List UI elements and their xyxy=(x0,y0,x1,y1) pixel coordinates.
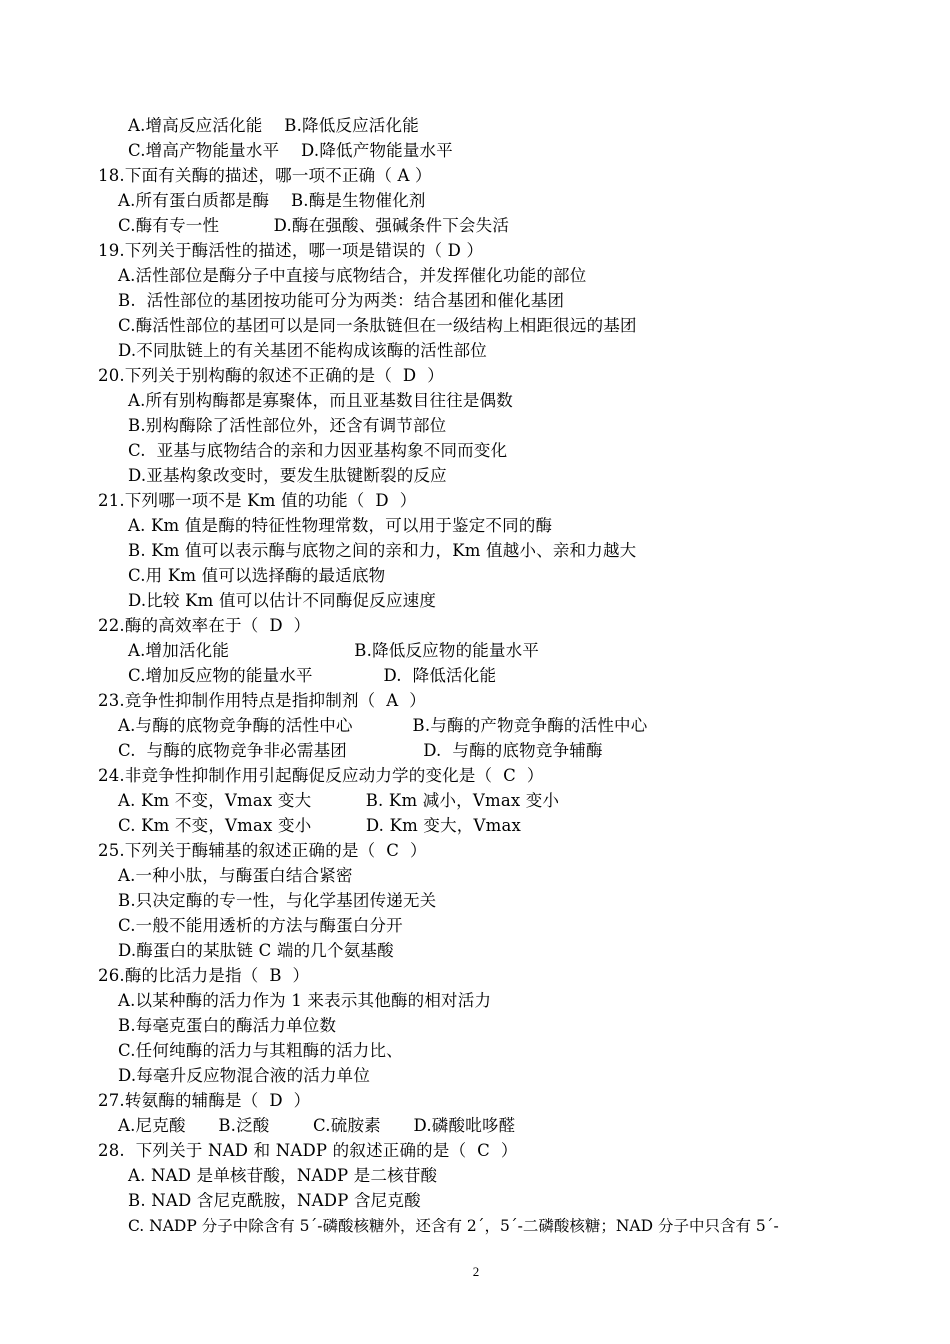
question-line: 19.下列关于酶活性的描述，哪一项是错误的（ D ） xyxy=(98,241,484,260)
option-line: D.亚基构象改变时，要发生肽键断裂的反应 xyxy=(128,466,447,485)
option-line: A.以某种酶的活力作为 1 来表示其他酶的相对活力 xyxy=(118,991,492,1010)
option-line: C. 亚基与底物结合的亲和力因亚基构象不同而变化 xyxy=(128,441,508,460)
option-line: C.增高产物能量水平 D.降低产物能量水平 xyxy=(128,141,453,160)
option-line: A.一种小肽，与酶蛋白结合紧密 xyxy=(118,866,353,885)
option-line: C.一般不能用透析的方法与酶蛋白分开 xyxy=(118,916,403,935)
question-line: 22.酶的高效率在于（ D ） xyxy=(98,616,311,635)
option-line: B. NAD 含尼克酰胺，NADP 含尼克酸 xyxy=(128,1191,421,1210)
option-line: A. NAD 是单核苷酸，NADP 是二核苷酸 xyxy=(128,1166,438,1185)
option-line: D.每毫升反应物混合液的活力单位 xyxy=(118,1066,371,1085)
option-line: D.比较 Km 值可以估计不同酶促反应速度 xyxy=(128,591,437,610)
page-number: 2 xyxy=(472,1264,480,1279)
option-line: C.任何纯酶的活力与其粗酶的活力比、 xyxy=(118,1041,403,1060)
option-line: C.增加反应物的能量水平 D. 降低活化能 xyxy=(128,666,497,685)
question-line: 24.非竞争性抑制作用引起酶促反应动力学的变化是（ C ） xyxy=(98,766,544,785)
question-line: 23.竞争性抑制作用特点是指抑制剂（ A ） xyxy=(98,691,426,710)
option-line: A.增加活化能 B.降低反应物的能量水平 xyxy=(128,641,540,660)
option-line: C. Km 不变，Vmax 变小 D. Km 变大，Vmax xyxy=(118,816,521,835)
question-line: 21.下列哪一项不是 Km 值的功能（ D ） xyxy=(98,491,417,510)
option-line: D.酶蛋白的某肽链 C 端的几个氨基酸 xyxy=(118,941,394,960)
option-line: A.增高反应活化能 B.降低反应活化能 xyxy=(128,116,419,135)
question-line: 20.下列关于别构酶的叙述不正确的是（ D ） xyxy=(98,366,444,385)
option-line: B.每毫克蛋白的酶活力单位数 xyxy=(118,1016,337,1035)
option-line: C.用 Km 值可以选择酶的最适底物 xyxy=(128,566,386,585)
option-line: C. NADP 分子中除含有 5´-磷酸核糖外，还含有 2´，5´-二磷酸核糖；NAD 分子中只含有 5´- xyxy=(128,1217,779,1235)
option-line: A.所有别构酶都是寡聚体，而且亚基数目往往是偶数 xyxy=(128,391,513,410)
option-line: A. Km 值是酶的特征性物理常数，可以用于鉴定不同的酶 xyxy=(128,516,553,535)
option-line: B. Km 值可以表示酶与底物之间的亲和力，Km 值越小、亲和力越大 xyxy=(128,541,637,560)
question-line: 18.下面有关酶的描述，哪一项不正确（ A ） xyxy=(98,166,432,185)
question-line: 27.转氨酶的辅酶是（ D ） xyxy=(98,1091,311,1110)
option-line: A.尼克酸 B.泛酸 C.硫胺素 D.磷酸吡哆醛 xyxy=(118,1116,516,1135)
option-line: B. 活性部位的基团按功能可分为两类：结合基团和催化基团 xyxy=(118,291,565,310)
option-line: B.只决定酶的专一性，与化学基团传递无关 xyxy=(118,891,437,910)
option-line: C.酶活性部位的基团可以是同一条肽链但在一级结构上相距很远的基团 xyxy=(118,316,637,335)
option-line: A. Km 不变，Vmax 变大 B. Km 减小，Vmax 变小 xyxy=(118,791,560,810)
option-line: A.活性部位是酶分子中直接与底物结合，并发挥催化功能的部位 xyxy=(118,266,587,285)
option-line: B.别构酶除了活性部位外，还含有调节部位 xyxy=(128,416,447,435)
option-line: C.酶有专一性 D.酶在强酸、强碱条件下会失活 xyxy=(118,216,510,235)
question-line: 25.下列关于酶辅基的叙述正确的是（ C ） xyxy=(98,841,427,860)
question-line: 26.酶的比活力是指（ B ） xyxy=(98,966,310,985)
option-line: A.所有蛋白质都是酶 B.酶是生物催化剂 xyxy=(118,191,426,210)
option-line: C. 与酶的底物竞争非必需基团 D. 与酶的底物竞争辅酶 xyxy=(118,741,603,760)
question-line: 28. 下列关于 NAD 和 NADP 的叙述正确的是（ C ） xyxy=(98,1141,518,1160)
option-line: A.与酶的底物竞争酶的活性中心 B.与酶的产物竞争酶的活性中心 xyxy=(118,716,648,735)
option-line: D.不同肽链上的有关基团不能构成该酶的活性部位 xyxy=(118,341,487,360)
